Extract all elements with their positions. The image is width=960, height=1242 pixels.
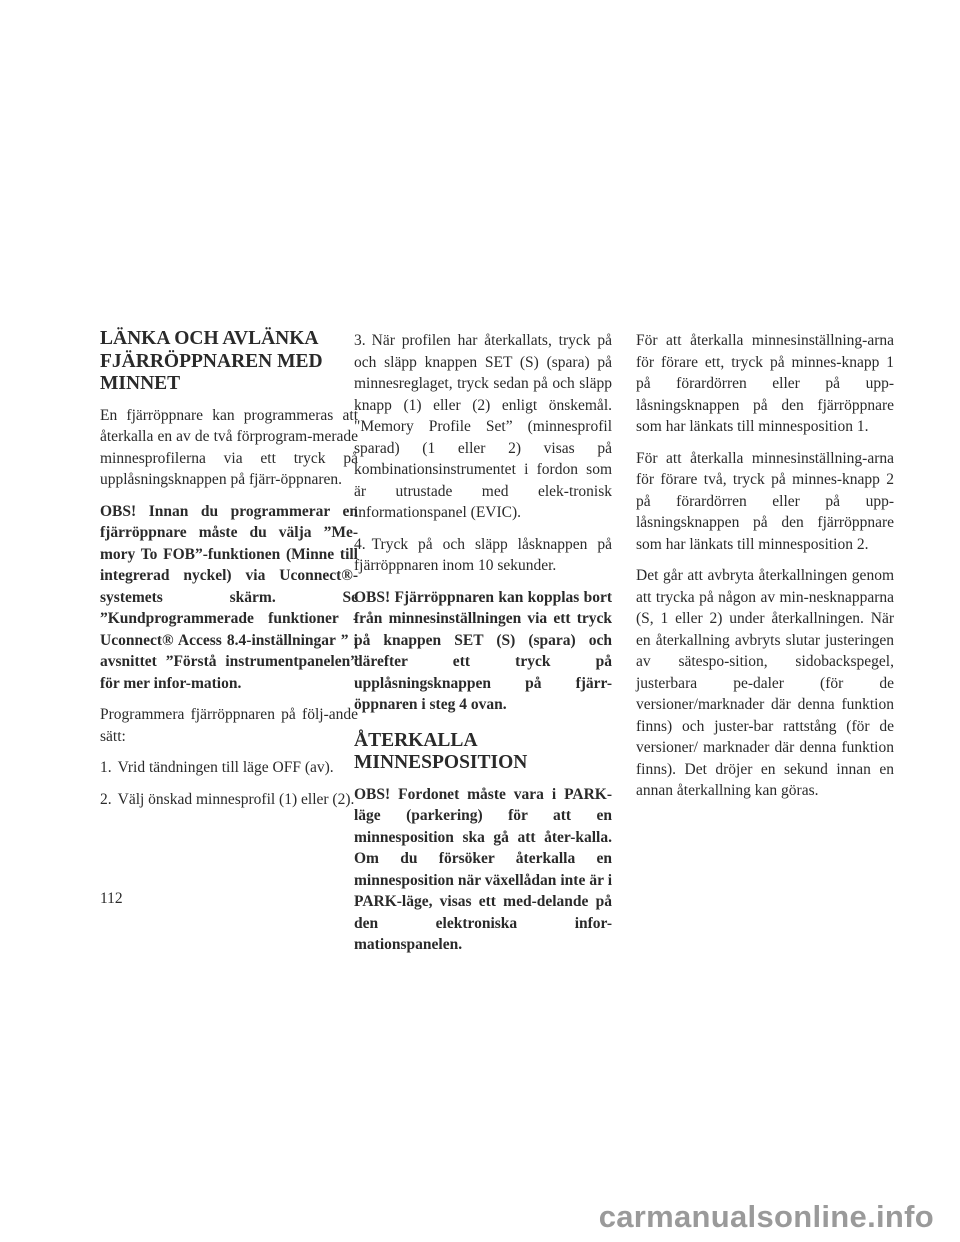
step-2-number: 2. (100, 790, 112, 808)
note-unlink-fob: OBS! Fjärröppnaren kan kopplas bort från minnesinställningen via ett tryck på knappen SET (S) (spara) och därefter ett tryck på upplåsningsknappen på fjärr-öppnaren i steg 4 ovan. (354, 588, 612, 713)
step-4-text: Tryck på och släpp låsknappen på fjärröppnaren inom 10 sekunder. (354, 535, 612, 574)
recall-driver-two: För att återkalla minnesinställning-arna för förare två, tryck på minnes-knapp 2 på förardörren eller på upp-låsningsknappen på den fjärröppnare som har länkats till minnesposition 2. (636, 449, 894, 553)
step-2 (100, 789, 358, 811)
recall-driver-one: För att återkalla minnesinställning-arna för förare ett, tryck på minnes-knapp 1 på förardörren eller på upp-låsningsknappen på den fjärröppnare som har länkats till minnesposition 1. (636, 332, 894, 435)
step-4-number: 4. (354, 535, 366, 553)
column-2 (354, 330, 612, 966)
step-3-text: När profilen har återkallats, tryck på och släpp knappen SET (S) (spara) på minnesreglaget, tryck sedan på och släpp knapp (1) eller (2) enligt önskemål. "Memory Profile Set” (minnesprofil sparad) (1 eller 2) visas på kombinationsinstrumentet i fordon som är utrustade med elek-tronisk informationspanel (EVIC). (354, 332, 612, 521)
note-memory-to-fob: OBS! Innan du programmerar en fjärröppnare måste du välja ”Me-mory To FOB”-funktionen (Minne till integrerad nyckel) via Uconnect®-systemets skärm. Se ”Kundprogrammerade funktioner - Uconnect® Access 8.4-inställningar ” i avsnittet ”Förstå instrumentpanelen” för mer infor-mation. (100, 502, 358, 692)
step-4 (354, 534, 612, 577)
section-heading-link-fob: LÄNKA OCH AVLÄNKA FJÄRRÖPPNAREN MED MINNET (100, 328, 323, 394)
column-1 (100, 328, 358, 820)
step-3 (354, 330, 612, 524)
program-instructions-lead: Programmera fjärröppnaren på följ-ande sätt: (100, 706, 358, 745)
cancel-recall-info: Det går att avbryta återkallningen genom att trycka på någon av min-nesknapparna (S, 1 eller 2) under återkallningen. När en återkallning avbryts slutar justeringen av sätespo-sition, sidobackspegel, justerbara pe-daler (för de versioner/marknader där denna funktion finns) och juster-bar rattstång (för de versioner/ marknader där denna funktion finns). Det dröjer en sekund innan en annan återkallning kan göras. (636, 567, 894, 799)
note-park-required: OBS! Fordonet måste vara i PARK-läge (parkering) för att en minnesposition ska gå att åter-kalla. Om du försöker återkalla en minnesposition när växellådan inte är i PARK-läge, visas ett med-delande på den elektroniska infor-mationspanelen. (354, 785, 612, 953)
step-1-text: Vrid tändningen till läge OFF (av). (117, 759, 334, 776)
watermark: carmanualsonline.info (598, 1199, 934, 1234)
step-3-number: 3. (354, 332, 366, 349)
column-3 (636, 330, 894, 812)
intro-paragraph: En fjärröppnare kan programmeras att återkalla en av de två förprogram-merade minnesprofilerna via ett tryck på upplåsningsknappen på fjärr-öppnaren. (100, 406, 358, 488)
section-heading-recall: ÅTERKALLA MINNESPOSITION (354, 729, 528, 773)
step-1-number: 1. (100, 759, 112, 776)
step-1 (100, 757, 358, 779)
page-number: 112 (100, 890, 123, 907)
step-2-text: Välj önskad minnesprofil (1) eller (2). (117, 790, 355, 808)
